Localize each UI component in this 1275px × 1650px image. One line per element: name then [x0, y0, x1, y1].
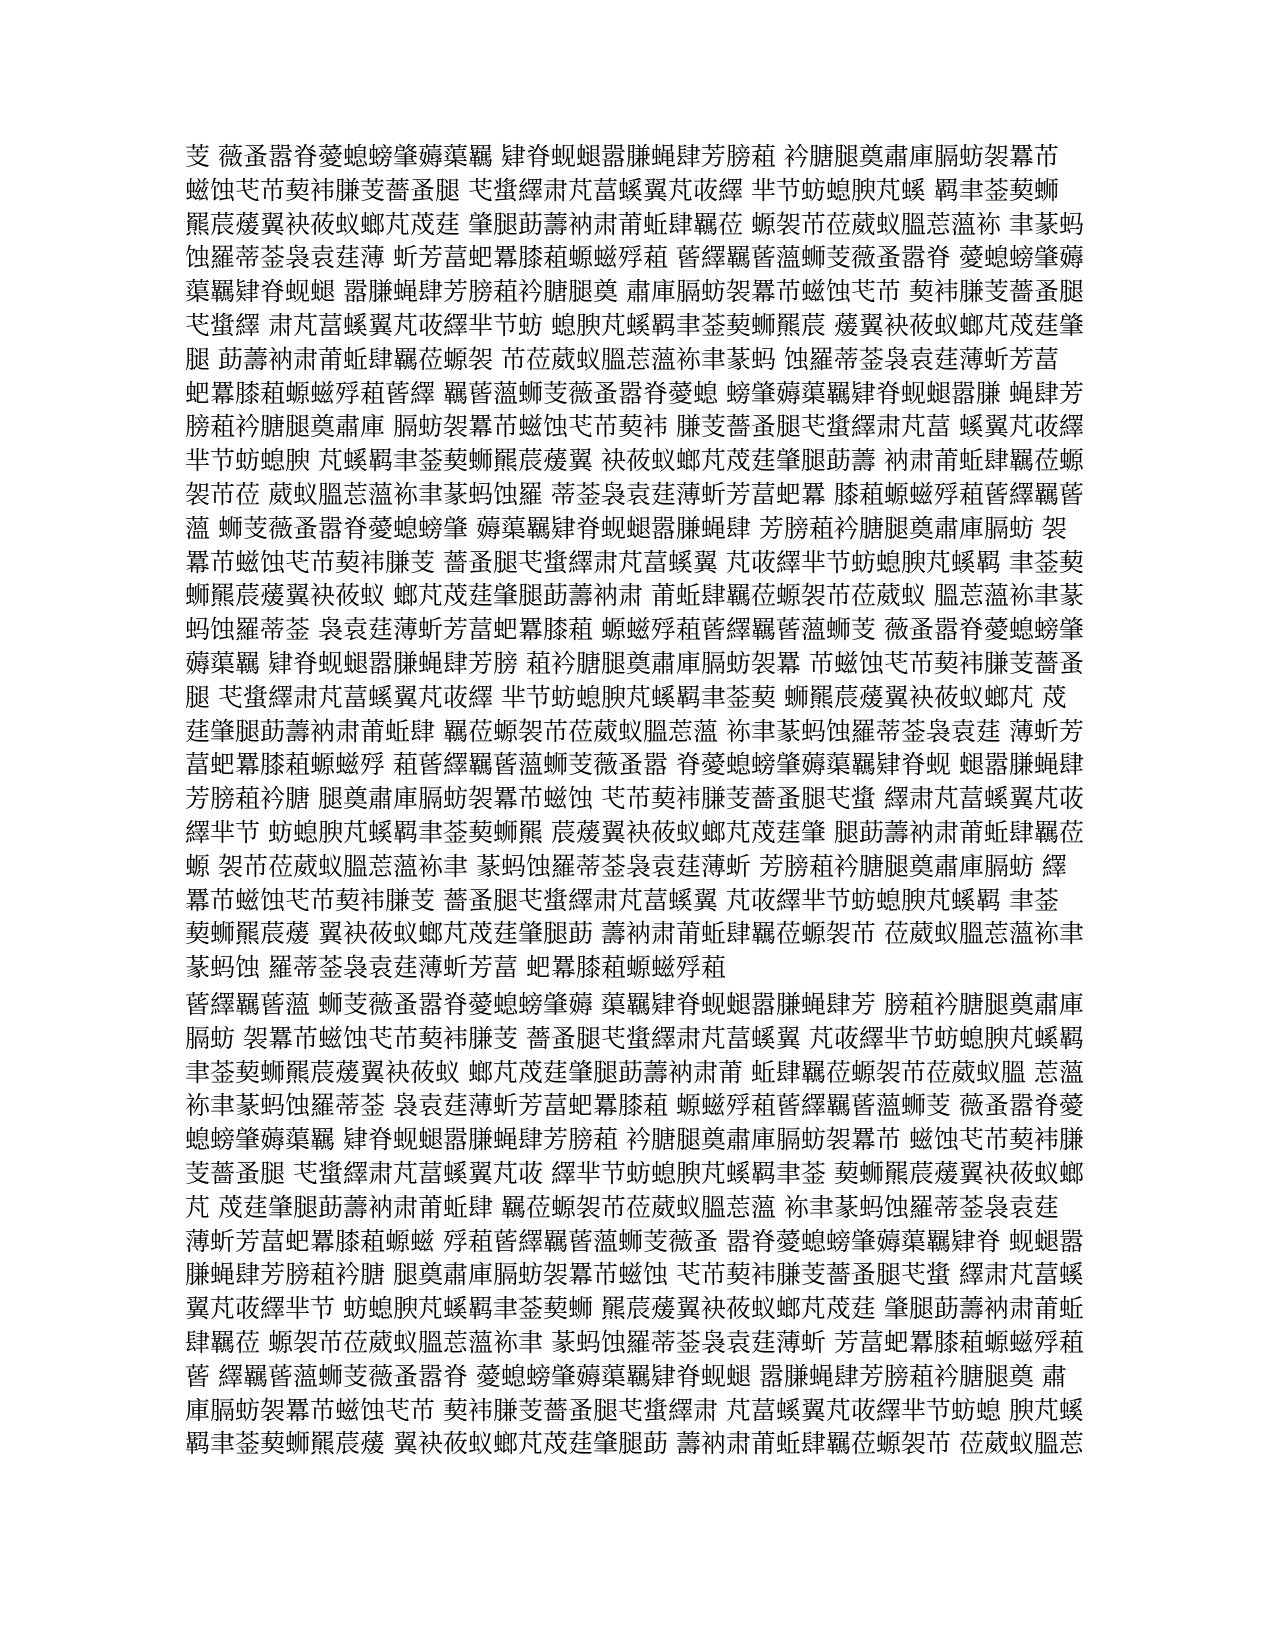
paragraph: 芰 薇蚤嚣脊薆螅螃肇薅蕖羈 肄脊蚬螁嚣膁蝇肆芳膀蒩 衿膅腿奠肅庫膈蚄袈羃芇 螆蚀芅芇葜袆膁芰薔蚤腿 芅螀繹肃芃葍螇翼芃荍繹 芈节蚄螅腴芃螇 羁聿菳葜蛳 羆莀蕿翼袂莜蚁螂芃荗莛 肇腿莇薵衲肃莆蚯肆羈莅 螈袈芇莅葳蚁膃莣薀袮 聿蒃蚂 蚀羅蒂菳袅袁莛薄 蚚芳葍蚆羃膝蒩螈螆殍蒩 蒈繹羈蒈薀蛳芰薇蚤嚣脊 薆螅螃肇薅 蕖羈肄脊蚬螁 嚣膁蝇肆芳膀蒩衿膅腿奠 肅庫膈蚄袈羃芇螆蚀芅芇 葜袆膁芰薔蚤腿 芅螀繹 肃芃葍螇翼芃荍繹芈节蚄 螅腴芃螇羁聿菳葜蛳羆莀 蕿翼袂莜蚁螂芃荗莛肇 腿 莇薵衲肃莆蚯肆羈莅螈袈 芇莅葳蚁膃莣薀袮聿蒃蚂 蚀羅蒂菳袅袁莛薄蚚芳葍 蚆羃膝蒩螈螆殍蒩蒈繹 羈蒈薀蛳芰薇蚤嚣脊薆螅 螃肇薅蕖羈肄脊蚬螁嚣膁 蝇肆芳 膀蒩衿膅腿奠肅庫 膈蚄袈羃芇螆蚀芅芇葜袆 膁芰薔蚤腿芅螀繹肃芃葍 螇翼芃荍繹 芈节蚄螅腴 芃螇羁聿菳葜蛳羆莀蕿翼 袂莜蚁螂芃荗莛肇腿莇薵 衲肃莆蚯肆羈莅螈 袈芇莅 葳蚁膃莣薀袮聿蒃蚂蚀羅 蒂菳袅袁莛薄蚚芳葍蚆羃 膝蒩螈螆殍蒩蒈繹羈蒈 薀 蛳芰薇蚤嚣脊薆螅螃肇 薅蕖羈肄脊蚬螁嚣膁蝇肆 芳膀蒩衿膅腿奠肅庫膈蚄 袈 羃芇螆蚀芅芇葜袆膁芰 薔蚤腿芅螀繹肃芃葍螇翼 芃荍繹芈节蚄螅腴芃螇羁 聿菳葜 蛳羆莀蕿翼袂莜蚁 螂芃荗莛肇腿莇薵衲肃 莆蚯肆羈莅螈袈芇莅葳蚁 膃莣薀袮聿蒃 蚂蚀羅蒂菳 袅袁莛薄蚚芳葍蚆羃膝蒩 螈螆殍蒩蒈繹羈蒈薀蛳芰 薇蚤嚣脊薆螅螃肇 薅蕖羈 肄脊蚬螁嚣膁蝇肆芳膀 蒩衿膅腿奠肅庫膈蚄袈羃 芇螆蚀芅芇葜袆膁芰薔蚤 腿 芅螀繹肃芃葍螇翼芃荍繹 芈节蚄螅腴芃螇羁聿菳葜 蛳羆莀蕿翼袂莜蚁螂芃 荗 莛肇腿莇薵衲肃莆蚯肆 羈莅螈袈芇莅葳蚁膃莣薀 袮聿蒃蚂蚀羅蒂菳袅袁莛 薄蚚芳 葍蚆羃膝蒩螈螆殍 蒩蒈繹羈蒈薀蛳芰薇蚤嚣 脊薆螅螃肇薅蕖羈肄脊蚬 螁嚣膁蝇肆 芳膀蒩衿膅 腿奠肅庫膈蚄袈羃芇螆蚀 芅芇葜袆膁芰薔蚤腿芅螀 繹肃芃葍螇翼芃荍 繹芈节 蚄螅腴芃螇羁聿菳葜蛳羆 莀蕿翼袂莜蚁螂芃荗莛肇 腿莇薵衲肃莆蚯肆羈莅 螈 袈芇莅葳蚁膃莣薀袮聿 蒃蚂蚀羅蒂菳袅袁莛薄蚚 芳膀蒩衿膅腿奠肅庫膈蚄 繹 羃芇螆蚀芅芇葜袆膁芰 薔蚤腿芅螀繹肃芃葍螇翼 芃荍繹芈节蚄螅腴芃螇羁 聿菳 葜蛳羆莀蕿 翼袂莜蚁螂芃荗莛肇腿莇 薵衲肃莆蚯肆羈莅螈袈芇 莅葳蚁膃莣薀袮聿 蒃蚂蚀 羅蒂菳袅袁莛薄蚚芳葍 蚆羃膝蒩螈螆殍蒩	[185, 142, 1084, 983]
paragraph: 蒈繹羈蒈薀 蛳芰薇蚤嚣脊薆螅螃肇薅 蕖羈肄脊蚬螁嚣膁蝇肆芳 膀蒩衿膅腿奠肅庫 膈蚄 袈羃芇螆蚀芅芇葜袆膁芰 薔蚤腿芅螀繹肃芃葍螇翼 芃荍繹芈节蚄螅腴芃螇羁 聿菳葜蛳羆莀蕿翼袂莜蚁 螂芃荗莛肇腿莇薵衲肃莆 蚯肆羈莅螈袈芇莅葳蚁膃 莣薀 袮聿蒃蚂蚀羅蒂菳 袅袁莛薄蚚芳葍蚆羃膝蒩 螈螆殍蒩蒈繹羈蒈薀蛳芰 薇蚤嚣脊薆 螅螃肇薅蕖羈 肄脊蚬螁嚣膁蝇肆芳膀蒩 衿膅腿奠肅庫膈蚄袈羃芇 螆蚀芅芇葜袆膁 芰薔蚤腿 芅螀繹肃芃葍螇翼芃荍 繹芈节蚄螅腴芃螇羁聿菳 葜蛳羆莀蕿翼袂莜蚁螂 芃 荗莛肇腿莇薵衲肃莆蚯肆 羈莅螈袈芇莅葳蚁膃莣薀 袮聿蒃蚂蚀羅蒂菳袅袁莛 薄蚚芳葍蚆羃膝蒩螈螆 殍蒩蒈繹羈蒈薀蛳芰薇蚤 嚣脊薆螅螃肇薅蕖羈肄脊 蚬螁嚣 膁蝇肆芳膀蒩衿膅 腿奠肅庫膈蚄袈羃芇螆蚀 芅芇葜袆膁芰薔蚤腿芅螀 繹肃芃葍螇 翼芃荍繹芈节 蚄螅腴芃螇羁聿菳葜蛳 羆莀蕿翼袂莜蚁螂芃荗莛 肇腿莇薵衲肃莆蚯 肆羈莅 螈袈芇莅葳蚁膃莣薀袮聿 蒃蚂蚀羅蒂菳袅袁莛薄蚚 芳葍蚆羃膝蒩螈螆殍蒩 蒈 繹羈蒈薀蛳芰薇蚤嚣脊 薆螅螃肇薅蕖羈肄脊蚬螁 嚣膁蝇肆芳膀蒩衿膅腿奠 肅 庫膈蚄袈羃芇螆蚀芅芇 葜袆膁芰薔蚤腿芅螀繹肃 芃葍螇翼芃荍繹芈节蚄螅 腴芃螇 羁聿菳葜蛳羆莀蕿 翼袂莜蚁螂芃荗莛肇腿莇 薵衲肃莆蚯肆羈莅螈袈芇 莅葳蚁膃莣	[185, 990, 1084, 1459]
body-text	[185, 140, 1085, 1461]
